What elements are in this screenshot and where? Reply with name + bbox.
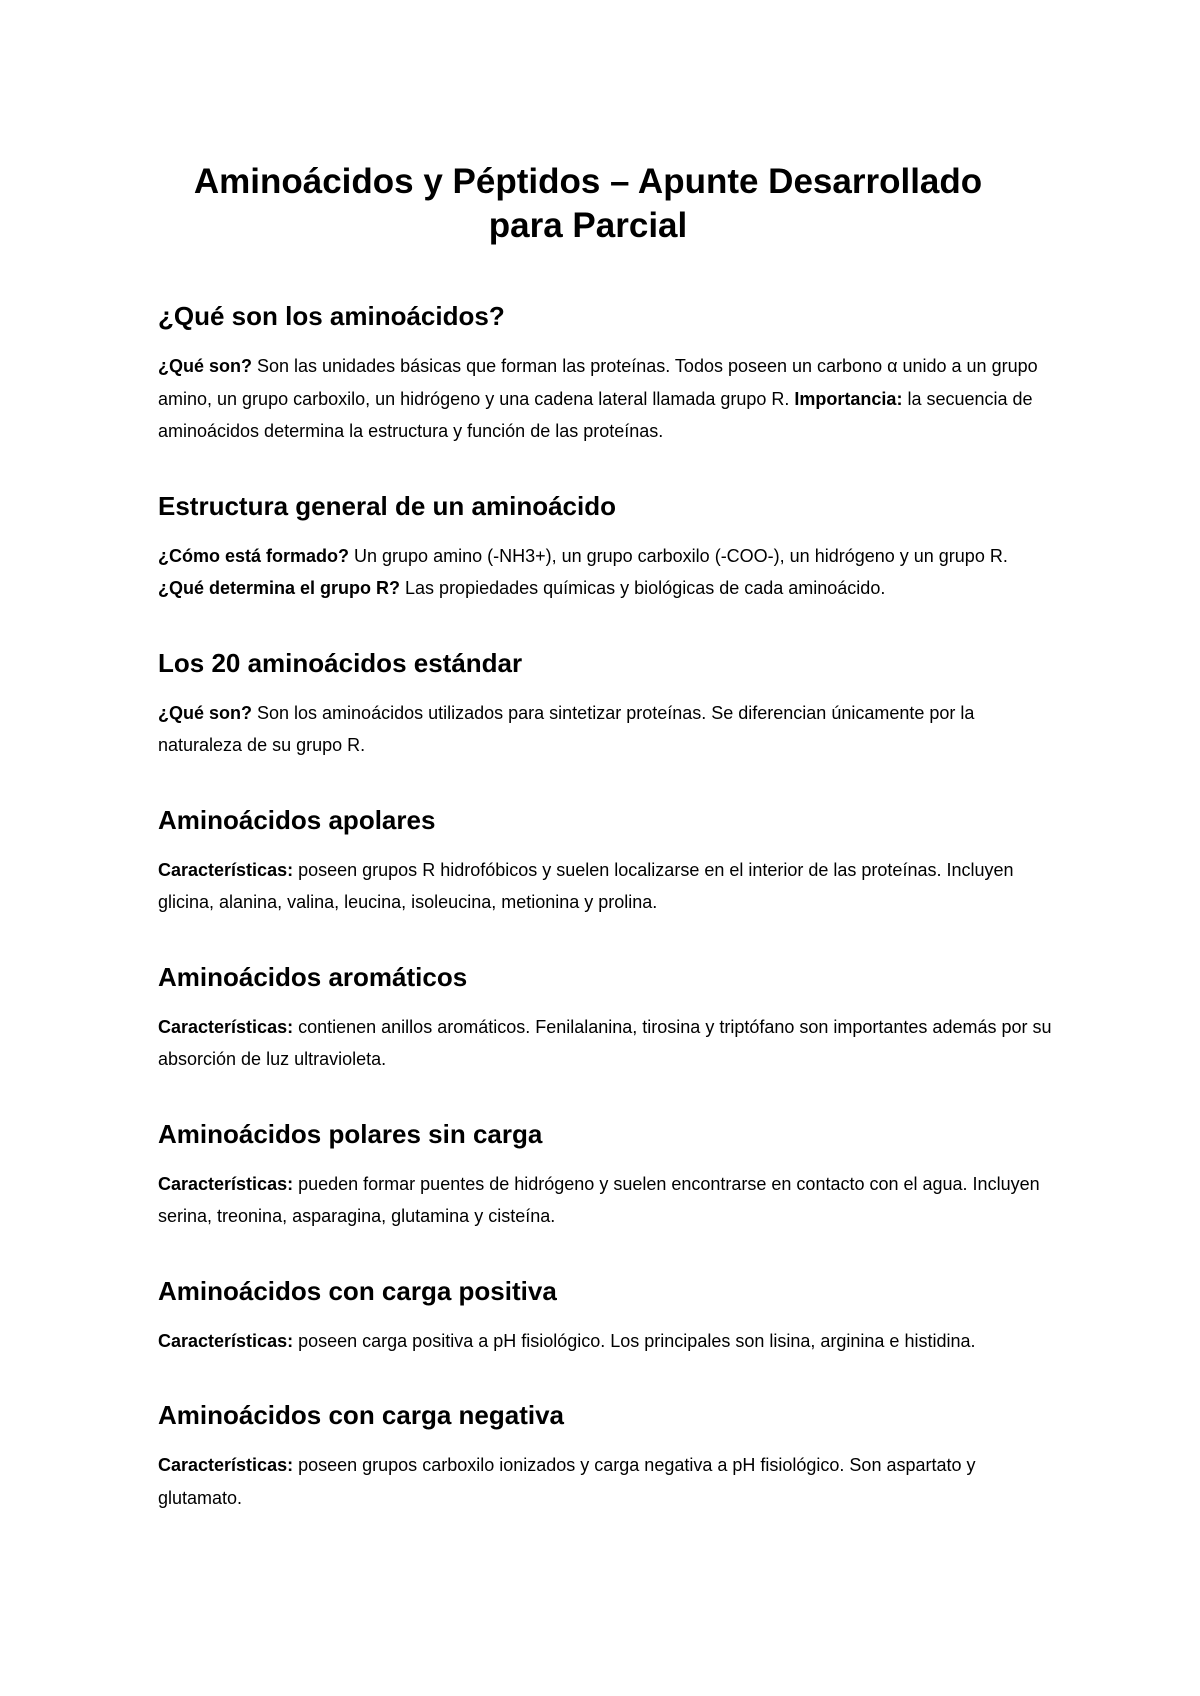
section-body xyxy=(158,1449,1058,1514)
bold-label: ¿Qué son? xyxy=(158,702,252,723)
section-estructura-general xyxy=(158,490,1058,605)
section-heading: Aminoácidos polares sin carga xyxy=(158,1118,543,1149)
body-text: Las propiedades químicas y biológicas de cada aminoácido. xyxy=(400,578,886,598)
body-text: pueden formar puentes de hidrógeno y suelen encontrarse en contacto con el agua. Incluyen serina, treonina, asparagina, glutamina y cisteína. xyxy=(158,1173,1040,1226)
section-body xyxy=(158,1325,1058,1358)
document-page xyxy=(158,160,1058,1514)
section-body xyxy=(158,1168,1058,1233)
section-carga-negativa xyxy=(158,1399,1058,1514)
body-text: contienen anillos aromáticos. Fenilalanina, tirosina y triptófano son importantes además por su absorción de luz ultravioleta. xyxy=(158,1016,1052,1069)
body-text: poseen carga positiva a pH fisiológico. Los principales son lisina, arginina e histidina. xyxy=(293,1330,976,1351)
body-text: Son los aminoácidos utilizados para sintetizar proteínas. Se diferencian únicamente por la naturaleza de su grupo R. xyxy=(158,702,975,755)
bold-label: ¿Qué son? xyxy=(158,356,252,376)
bold-label: Características: xyxy=(158,1455,294,1475)
bold-label: Características: xyxy=(158,1330,294,1351)
body-text: poseen grupos R hidrofóbicos y suelen localizarse en el interior de las proteínas. Incluyen glicina, alanina, valina, leucina, isoleucina, metionina y prolina. xyxy=(158,859,1014,912)
section-heading: Aminoácidos con carga positiva xyxy=(158,1275,557,1306)
section-que-son-aminoacidos xyxy=(158,300,1058,448)
section-body xyxy=(158,540,1058,605)
section-body xyxy=(158,350,1058,448)
section-apolares xyxy=(158,804,1058,919)
body-text: poseen grupos carboxilo ionizados y carga negativa a pH fisiológico. Son aspartato y glutamato. xyxy=(158,1455,976,1508)
body-text: Son las unidades básicas que forman las proteínas. Todos poseen un carbono α unido a un grupo amino, un grupo carboxilo, un hidrógeno y una cadena lateral llamada grupo R. xyxy=(158,356,1038,409)
document-title: Aminoácidos y Péptidos – Apunte Desarrollado para Parcial xyxy=(193,162,983,245)
section-20-aminoacidos xyxy=(158,647,1058,762)
section-heading: ¿Qué son los aminoácidos? xyxy=(158,301,505,331)
bold-label: Características: xyxy=(158,1016,294,1037)
bold-label: Características: xyxy=(158,1173,294,1194)
section-body xyxy=(158,854,1058,919)
bold-label: Características: xyxy=(158,859,294,880)
section-body xyxy=(158,1011,1058,1076)
section-heading: Aminoácidos apolares xyxy=(158,804,436,835)
section-aromaticos xyxy=(158,961,1058,1076)
section-heading: Estructura general de un aminoácido xyxy=(158,490,616,521)
section-heading: Aminoácidos aromáticos xyxy=(158,961,468,992)
section-carga-positiva xyxy=(158,1275,1058,1358)
section-heading: Aminoácidos con carga negativa xyxy=(158,1400,565,1430)
bold-label: Importancia: xyxy=(794,388,903,409)
bold-label: ¿Cómo está formado? xyxy=(158,545,350,566)
body-text: la secuencia de aminoácidos determina la estructura y función de las proteínas. xyxy=(158,388,1033,441)
section-body xyxy=(158,697,1058,762)
body-text: Un grupo amino (-NH3+), un grupo carboxilo (-COO-), un hidrógeno y un grupo R. xyxy=(349,545,1008,566)
bold-label: ¿Qué determina el grupo R? xyxy=(158,578,401,598)
section-polares-sin-carga xyxy=(158,1118,1058,1233)
section-heading: Los 20 aminoácidos estándar xyxy=(158,647,523,678)
